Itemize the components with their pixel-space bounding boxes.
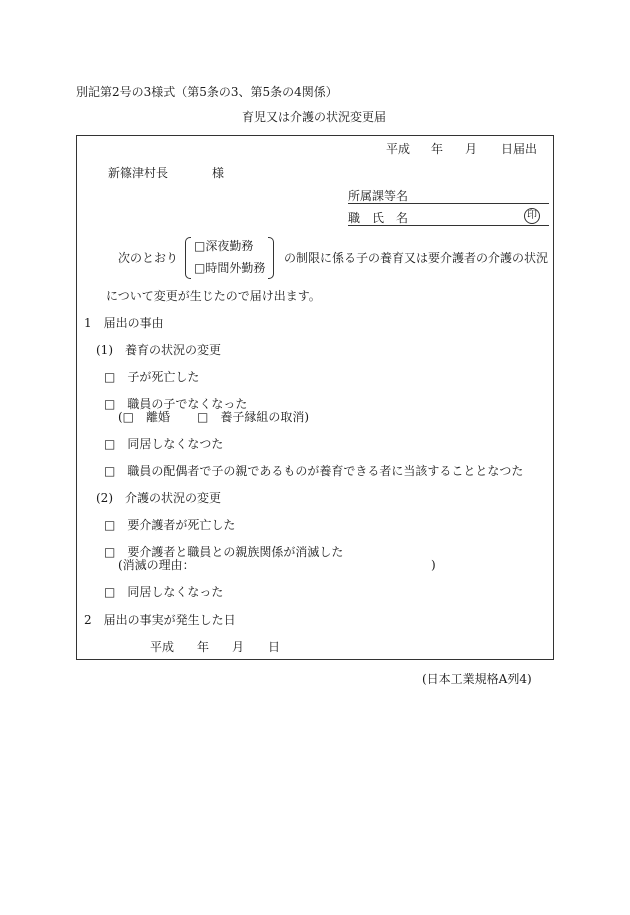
sub1-item-3: □ 同居しなくなつた (104, 437, 224, 451)
sub1-detail-divorce: (□ 離婚 (118, 410, 171, 424)
left-bracket (185, 237, 191, 279)
sub1-item-2: □ 職員の子でなくなった (104, 397, 248, 411)
form-label: 別記第2号の3様式（第5条の3、第5条の4関係） (76, 85, 338, 99)
sub1-heading: (1) 養育の状況の変更 (96, 343, 221, 357)
right-bracket (268, 237, 274, 279)
date-era: 平成 (386, 142, 411, 156)
section2-year: 年 (197, 640, 210, 654)
name-label: 職 氏 名 (348, 211, 409, 225)
footer-standard: (日本工業規格A列4) (422, 672, 532, 686)
sub2-heading: (2) 介護の状況の変更 (96, 491, 221, 505)
date-month: 月 (465, 142, 478, 156)
option-night-work: □深夜勤務 (194, 239, 254, 253)
sub2-item-1: □ 要介護者が死亡した (104, 518, 236, 532)
intro-lead: 次のとおり (118, 251, 179, 265)
form-title: 育児又は介護の状況変更届 (242, 110, 387, 124)
reason-close: ) (431, 558, 436, 572)
section2-era: 平成 (150, 640, 175, 654)
sub1-item-4: □ 職員の配偶者で子の親であるものが養育できる者に当該することとなつた (104, 464, 524, 478)
name-underline (348, 225, 549, 226)
intro-line2: について変更が生じたので届け出ます。 (106, 289, 321, 303)
section2-heading: 2 届出の事実が発生した日 (84, 613, 236, 627)
addressee-honorific: 様 (212, 166, 225, 180)
option-overtime-work: □時間外勤務 (194, 261, 266, 275)
addressee-name: 新篠津村長 (108, 166, 169, 180)
section2-month: 月 (232, 640, 245, 654)
dept-underline (348, 203, 549, 204)
seal-mark: 印 (524, 208, 540, 224)
section2-day: 日 (268, 640, 281, 654)
section1-heading: 1 届出の事由 (84, 316, 164, 330)
reason-label: (消滅の理由： (118, 558, 195, 572)
date-year: 年 (431, 142, 444, 156)
sub2-item-3: □ 同居しなくなった (104, 585, 224, 599)
intro-tail: の制限に係る子の養育又は要介護者の介護の状況 (284, 251, 549, 265)
sub1-item-1: □ 子が死亡した (104, 370, 200, 384)
dept-label: 所属課等名 (348, 189, 409, 203)
date-day-submit: 日届出 (501, 142, 538, 156)
sub1-detail-adoption: □ 養子縁組の取消) (197, 410, 310, 424)
sub2-item-2: □ 要介護者と職員との親族関係が消滅した (104, 545, 344, 559)
